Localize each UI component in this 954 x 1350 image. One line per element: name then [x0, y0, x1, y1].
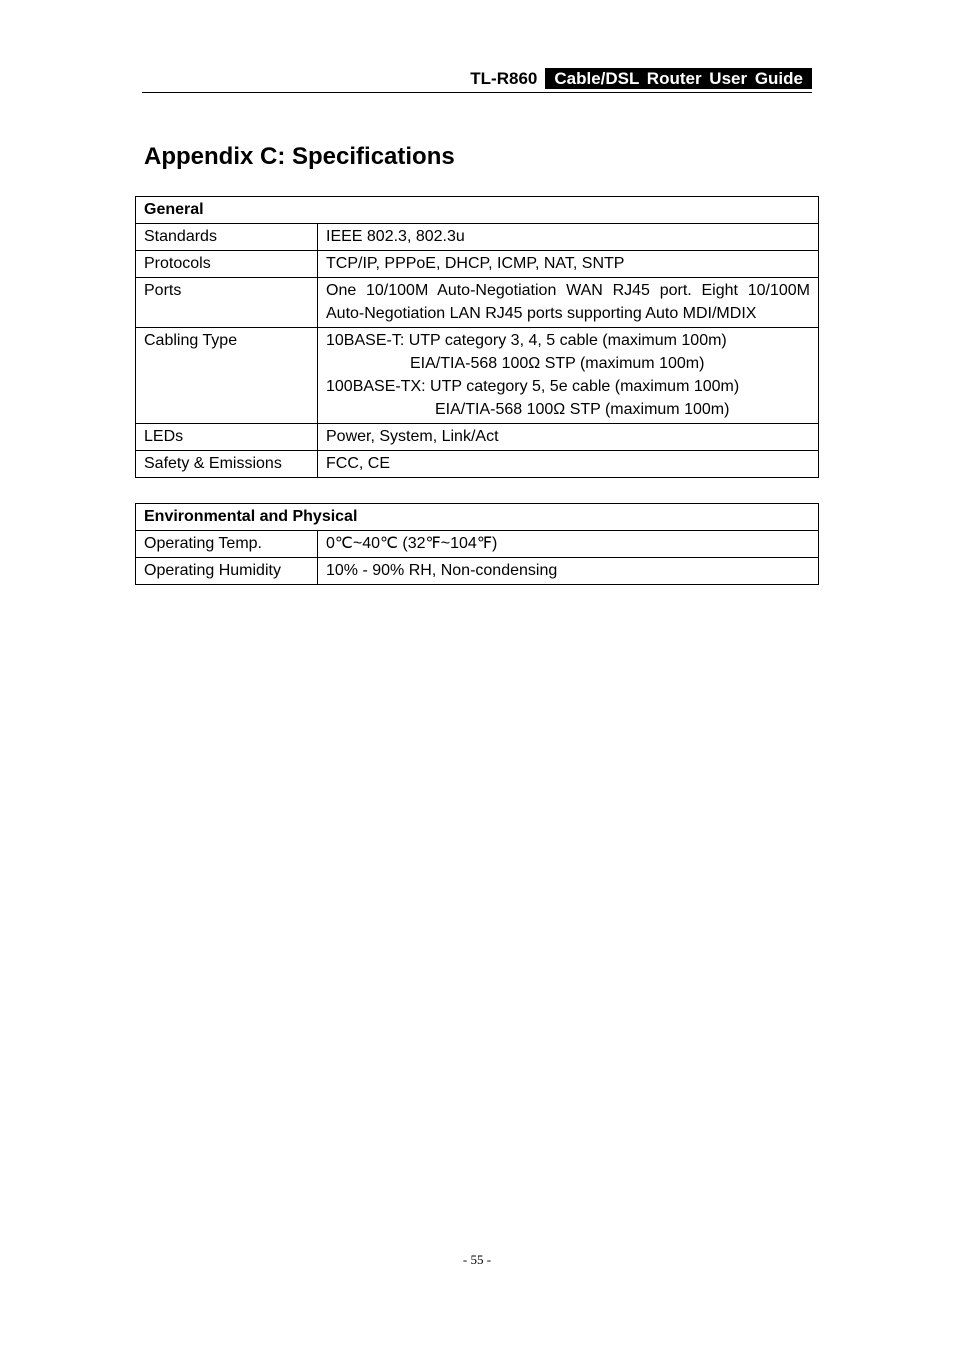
row-label-cabling-type: Cabling Type	[136, 328, 318, 424]
ports-line-2: Auto-Negotiation LAN RJ45 ports supporting Auto MDI/MDIX	[326, 305, 757, 322]
section-heading-environmental: Environmental and Physical	[136, 504, 819, 531]
cabling-line-2: EIA/TIA-568 100Ω STP (maximum 100m)	[410, 355, 705, 372]
row-value-protocols: TCP/IP, PPPoE, DHCP, ICMP, NAT, SNTP	[318, 251, 819, 278]
row-label-operating-humidity: Operating Humidity	[136, 558, 318, 585]
row-value-cabling-type	[318, 328, 819, 424]
row-label-operating-temp: Operating Temp.	[136, 531, 318, 558]
table-row	[136, 424, 819, 451]
table-row	[136, 224, 819, 251]
row-value-leds: Power, System, Link/Act	[318, 424, 819, 451]
table-row	[136, 558, 819, 585]
general-spec-table	[135, 196, 819, 478]
cabling-line-4: EIA/TIA-568 100Ω STP (maximum 100m)	[435, 401, 730, 418]
row-label-standards: Standards	[136, 224, 318, 251]
page-number: - 55 -	[462, 1252, 492, 1267]
row-value-operating-temp: 0℃~40℃ (32℉~104℉)	[318, 531, 819, 558]
table-section-row	[136, 504, 819, 531]
cabling-line-3: 100BASE-TX: UTP category 5, 5e cable (maximum 100m)	[326, 378, 740, 395]
row-value-ports	[318, 278, 819, 328]
ports-line-1: One 10/100M Auto-Negotiation WAN RJ45 port. Eight 10/100M	[326, 282, 810, 299]
row-value-operating-humidity: 10% - 90% RH, Non-condensing	[318, 558, 819, 585]
table-section-row	[136, 197, 819, 224]
page-header	[142, 68, 812, 93]
row-value-standards: IEEE 802.3, 802.3u	[318, 224, 819, 251]
table-row	[136, 251, 819, 278]
header-model: TL-R860	[470, 69, 538, 88]
section-heading-general: General	[136, 197, 819, 224]
header-guide-title: Cable/DSL Router User Guide	[545, 68, 812, 89]
table-row	[136, 278, 819, 328]
environmental-spec-table	[135, 503, 819, 585]
row-label-safety-emissions: Safety & Emissions	[136, 451, 318, 478]
cabling-line-1: 10BASE-T: UTP category 3, 4, 5 cable (maximum 100m)	[326, 332, 727, 349]
row-value-safety-emissions: FCC, CE	[318, 451, 819, 478]
table-row	[136, 328, 819, 424]
table-row	[136, 451, 819, 478]
row-label-protocols: Protocols	[136, 251, 318, 278]
row-label-leds: LEDs	[136, 424, 318, 451]
table-row	[136, 531, 819, 558]
row-label-ports: Ports	[136, 278, 318, 328]
page-title: Appendix C: Specifications	[144, 143, 455, 170]
